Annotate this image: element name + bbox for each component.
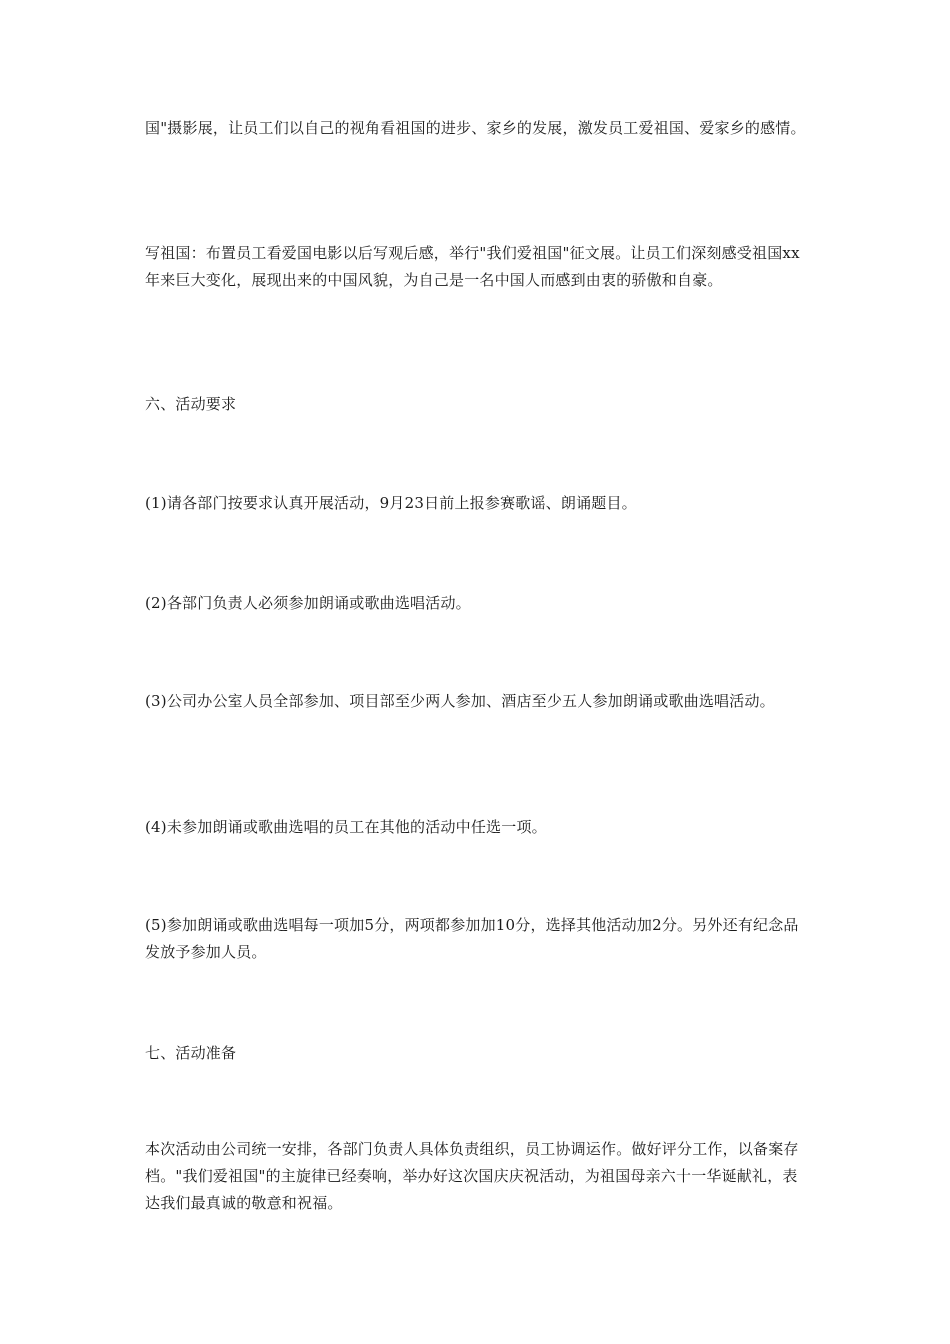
requirement-item-5: (5)参加朗诵或歌曲选唱每一项加5分，两项都参加加10分，选择其他活动加2分。另外还有纪念品发放予参加人员。	[145, 916, 799, 961]
section-heading-requirements: 六、活动要求	[145, 395, 237, 413]
requirement-item-2: (2)各部门负责人必须参加朗诵或歌曲选唱活动。	[145, 594, 471, 612]
requirement-item-3: (3)公司办公室人员全部参加、项目部至少两人参加、酒店至少五人参加朗诵或歌曲选唱活动。	[145, 692, 775, 710]
paragraph-preparation: 本次活动由公司统一安排，各部门负责人具体负责组织，员工协调运作。做好评分工作，以备案存档。"我们爱祖国"的主旋律已经奏响，举办好这次国庆庆祝活动，为祖国母亲六十一华诞献礼，表达我们最真诚的敬意和祝福。	[145, 1140, 799, 1212]
requirement-item-4: (4)未参加朗诵或歌曲选唱的员工在其他的活动中任选一项。	[145, 818, 547, 836]
paragraph-photo-exhibition: 国"摄影展，让员工们以自己的视角看祖国的进步、家乡的发展，激发员工爱祖国、爱家乡的感情。	[145, 119, 806, 137]
paragraph-write-motherland: 写祖国：布置员工看爱国电影以后写观后感，举行"我们爱祖国"征文展。让员工们深刻感受祖国xx年来巨大变化，展现出来的中国风貌，为自己是一名中国人而感到由衷的骄傲和自豪。	[145, 244, 800, 289]
requirement-item-1: (1)请各部门按要求认真开展活动，9月23日前上报参赛歌谣、朗诵题目。	[145, 494, 637, 512]
section-heading-preparation: 七、活动准备	[145, 1044, 237, 1062]
